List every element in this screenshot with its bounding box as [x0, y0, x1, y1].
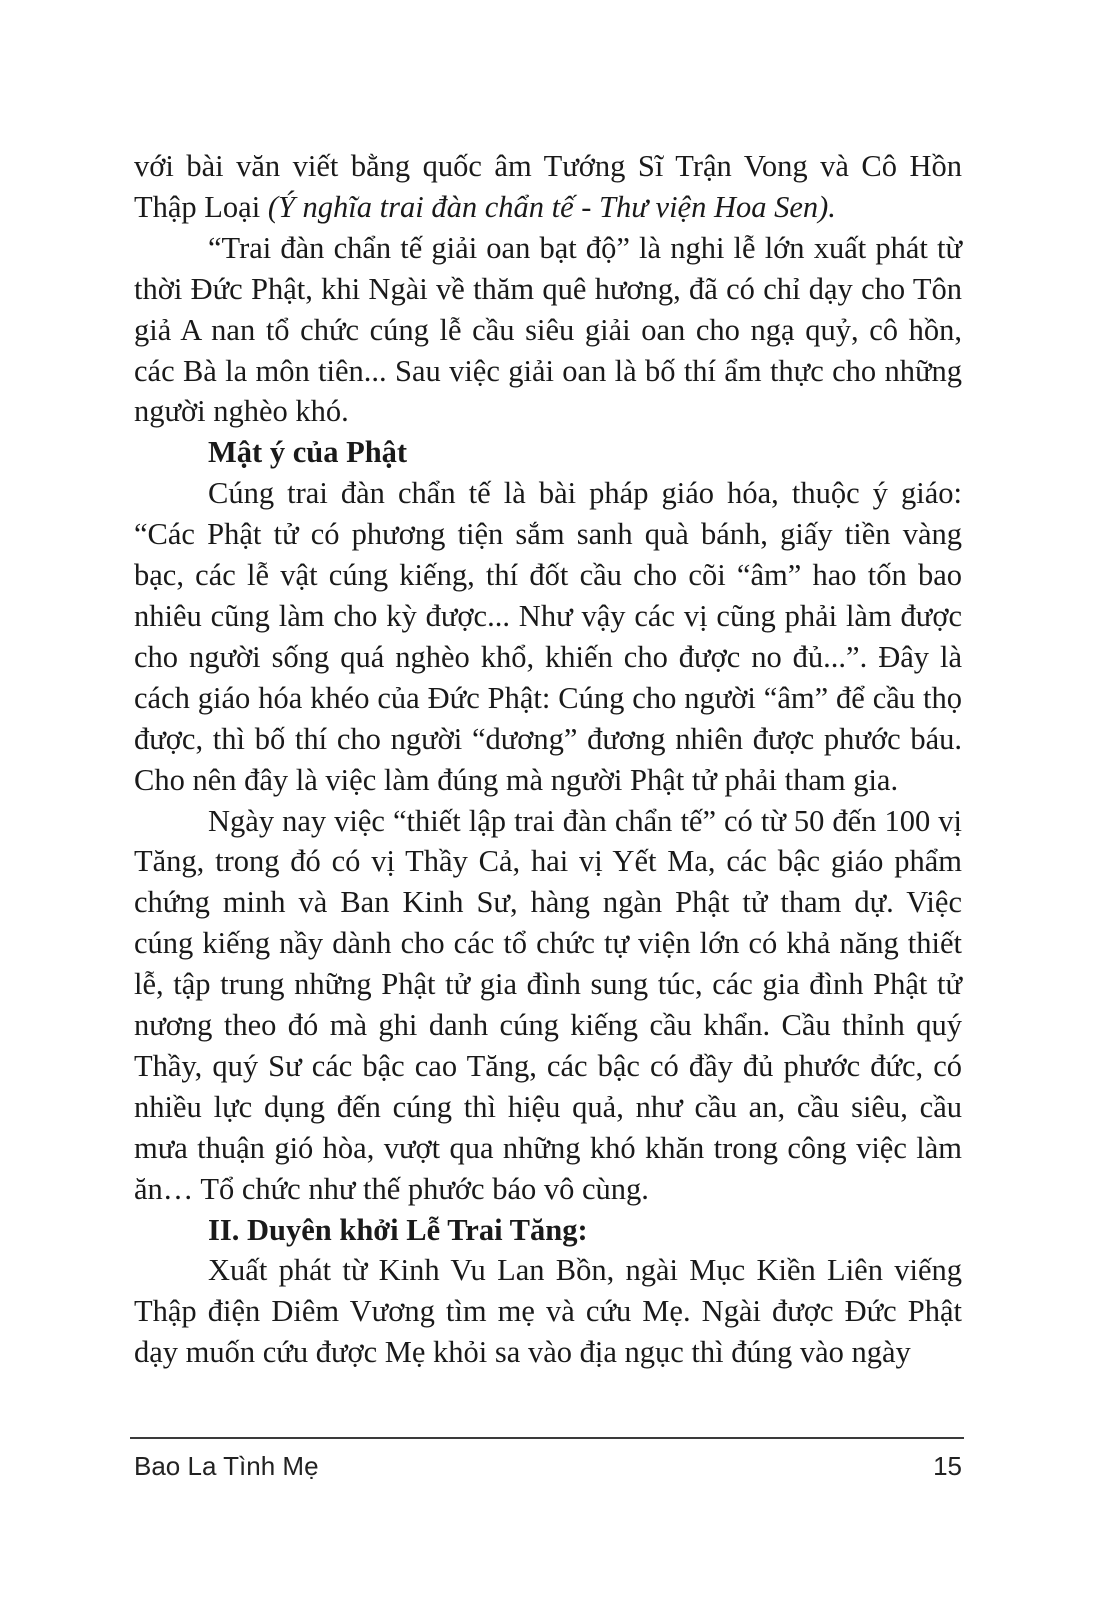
page-number: 15 — [933, 1451, 962, 1481]
section-heading-duyen-khoi: II. Duyên khởi Lễ Trai Tăng: — [208, 1212, 588, 1247]
body-text — [134, 146, 962, 1373]
paragraph-2: “Trai đàn chẩn tế giải oan bạt độ” là nghi lễ lớn xuất phát từ thời Đức Phật, khi Ngài về thăm quê hương, đã có chỉ dạy cho Tôn giả A nan tổ chức cúng lễ cầu siêu giải oan cho ngạ quỷ, cô hồn, các Bà la môn tiên... Sau việc giải oan là bố thí ẩm thực cho những người nghèo khó. — [134, 230, 962, 429]
paragraph-1 — [134, 146, 962, 228]
paragraph-4: Ngày nay việc “thiết lập trai đàn chẩn tế” có từ 50 đến 100 vị Tăng, trong đó có vị Thầy Cả, hai vị Yết Ma, các bậc giáo phẩm chứng minh và Ban Kinh Sư, hàng ngàn Phật tử tham dự. Việc cúng kiếng nầy dành cho các tổ chức tự viện lớn có khả năng thiết lễ, tập trung những Phật tử gia đình sung túc, các gia đình Phật tử nương theo đó mà ghi danh cúng kiếng cầu khẩn. Cầu thỉnh quý Thầy, quý Sư các bậc cao Tăng, các bậc có đầy đủ phước đức, có nhiều lực dụng đến cúng thì hiệu quả, như cầu an, cầu siêu, cầu mưa thuận gió hòa, vượt qua những khó khăn trong công việc làm ăn… Tổ chức như thế phước báo vô cùng. — [134, 803, 962, 1206]
paragraph-5: Xuất phát từ Kinh Vu Lan Bồn, ngài Mục Kiền Liên viếng Thập điện Diêm Vương tìm mẹ và cứu Mẹ. Ngài được Đức Phật dạy muốn cứu được Mẹ khỏi sa vào địa ngục thì đúng vào ngày — [134, 1253, 962, 1370]
footer-divider — [130, 1437, 964, 1439]
paragraph-1-text: với bài văn viết bằng quốc âm Tướng Sĩ Trận Vong và Cô Hồn Thập Loại — [134, 149, 962, 224]
section-heading-mat-y: Mật ý của Phật — [208, 435, 408, 470]
paragraph-3: Cúng trai đàn chẩn tế là bài pháp giáo hóa, thuộc ý giáo: “Các Phật tử có phương tiện sắm sanh quà bánh, giấy tiền vàng bạc, các lễ vật cúng kiếng, thí đốt cầu cho cõi “âm” hao tốn bao nhiêu cũng làm cho kỳ được... Như vậy các vị cũng phải làm được cho người sống quá nghèo khổ, khiến cho được no đủ...”. Đây là cách giáo hóa khéo của Đức Phật: Cúng cho người “âm” để cầu thọ được, thì bố thí cho người “dương” đương nhiên được phước báu. Cho nên đây là việc làm đúng mà người Phật tử phải tham gia. — [134, 476, 962, 797]
footer-book-title: Bao La Tình Mẹ — [134, 1451, 319, 1481]
citation-italic: (Ý nghĩa trai đàn chẩn tế - Thư viện Hoa Sen). — [267, 189, 836, 224]
